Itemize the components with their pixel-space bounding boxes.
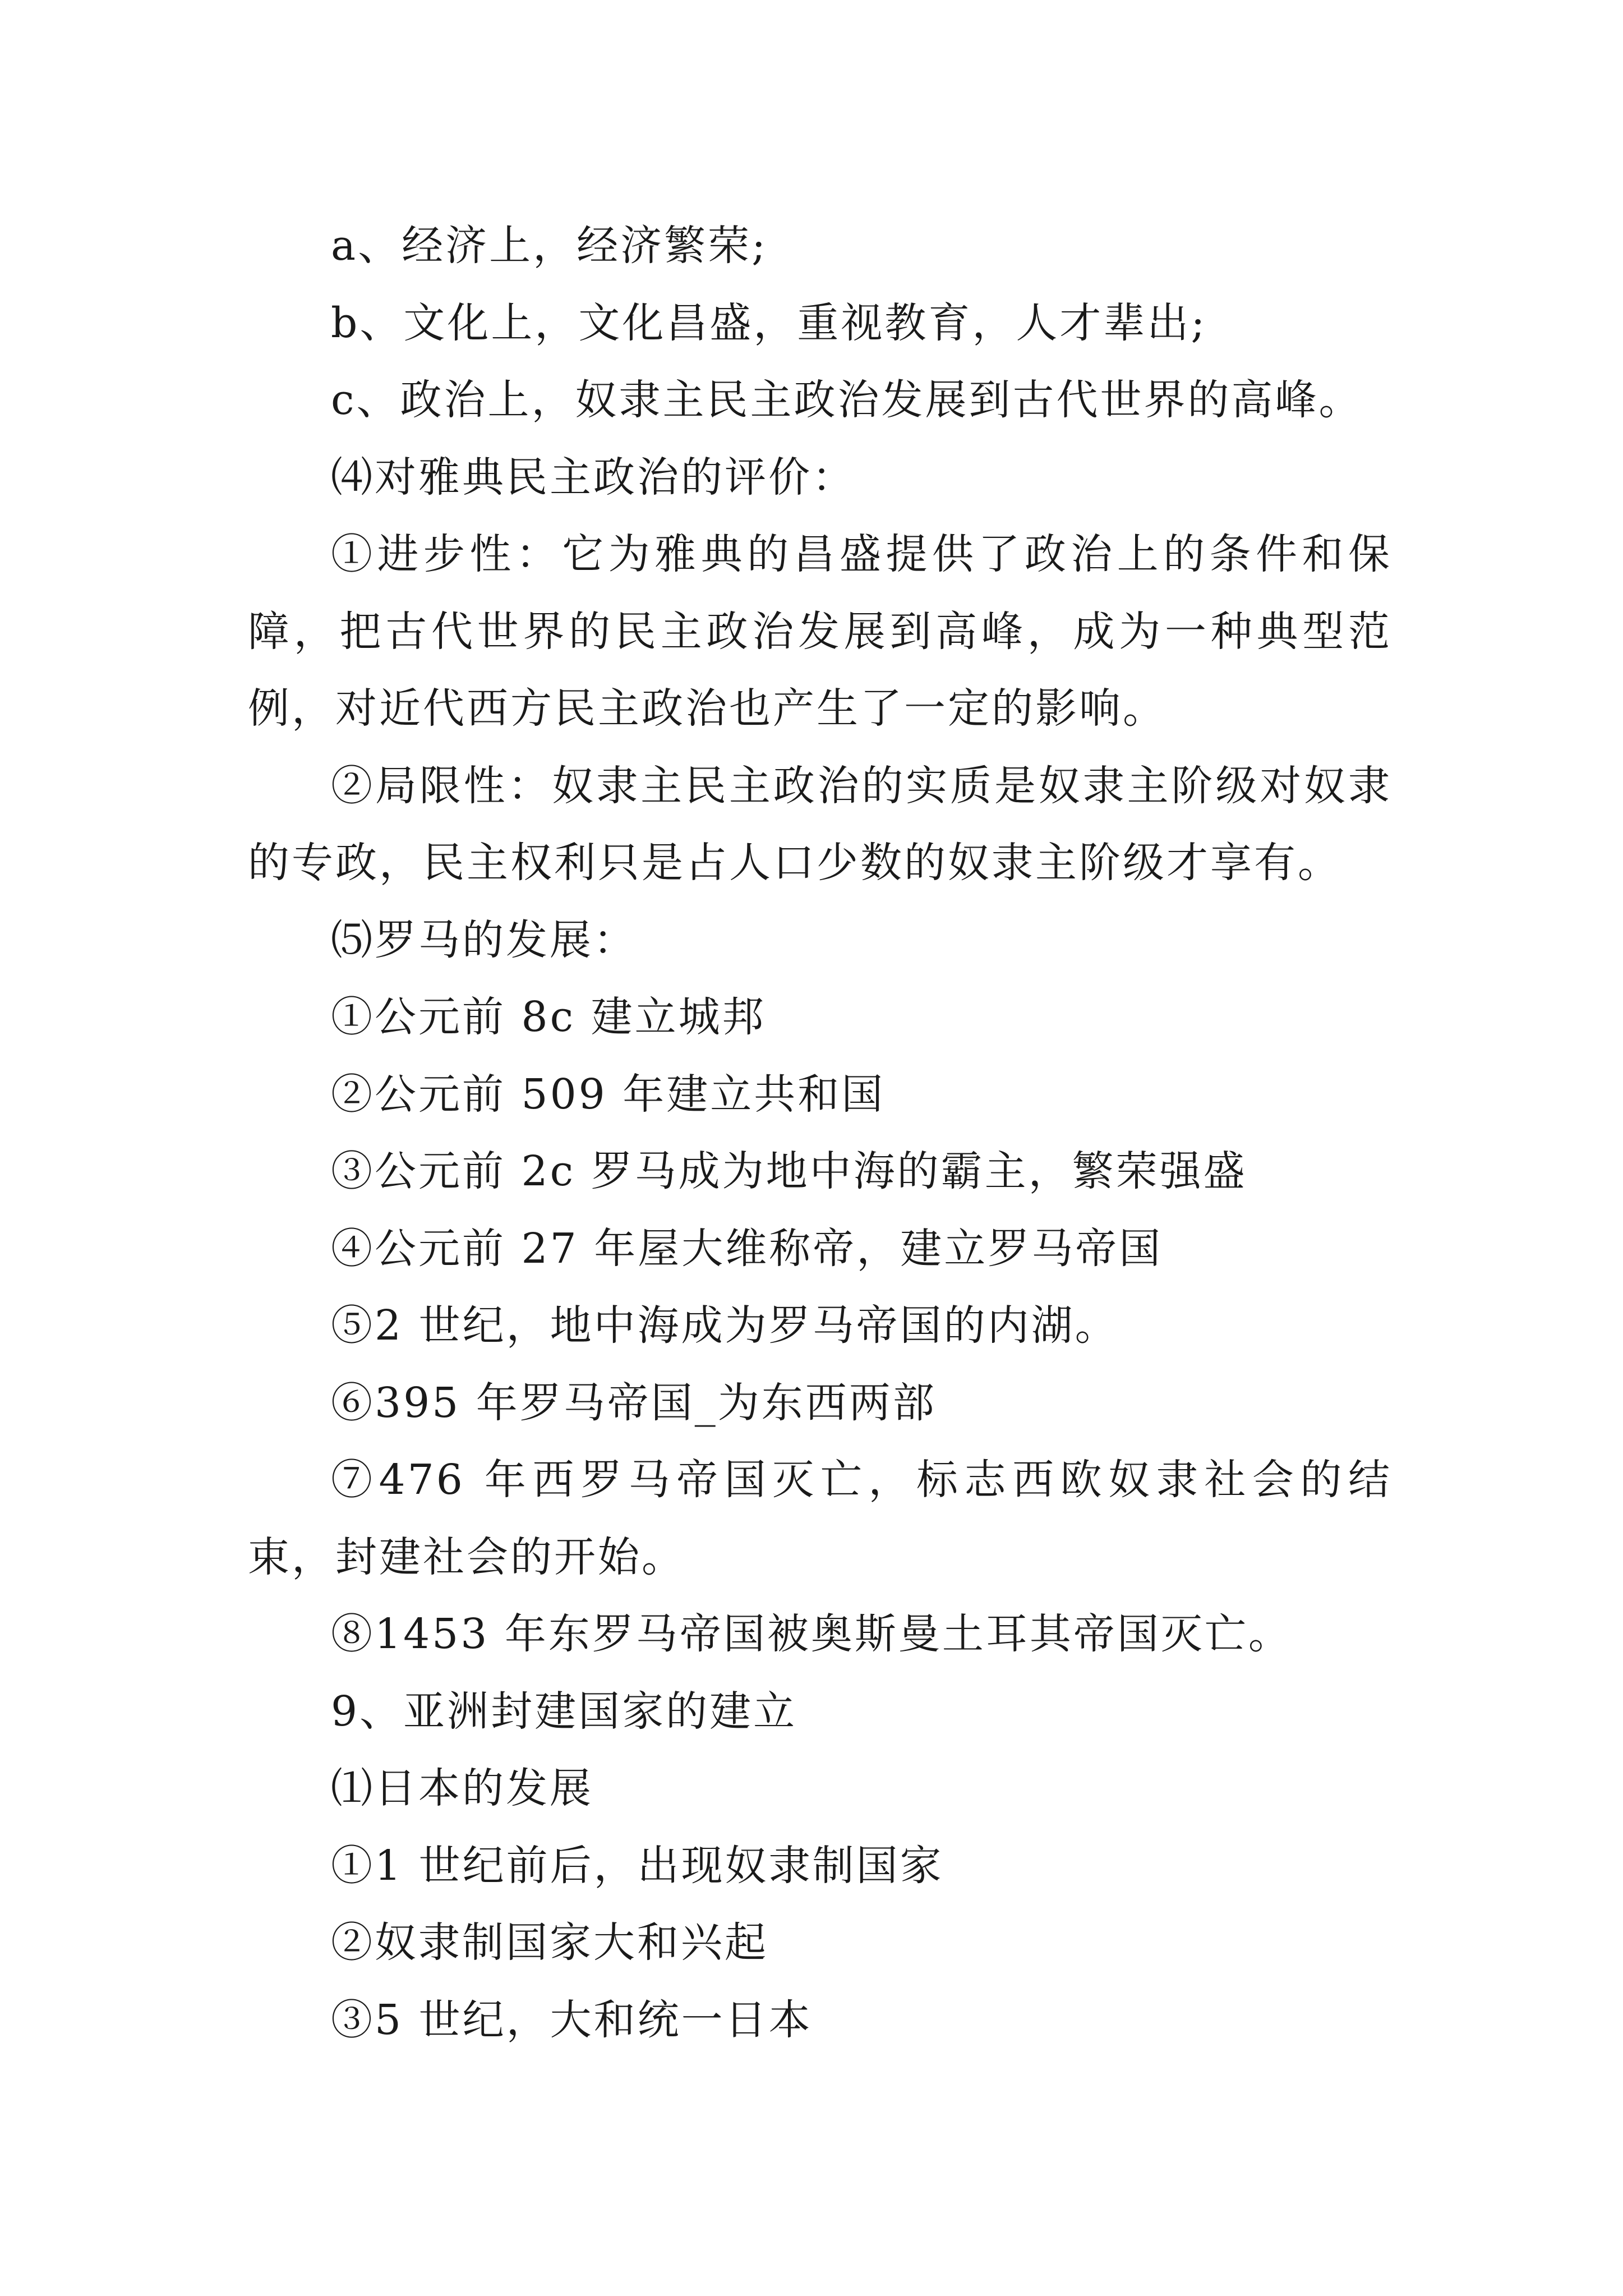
paragraph-limitations: ②局限性：奴隶主民主政治的实质是奴隶主阶级对奴隶的专政，民主权利只是占人口少数的奴隶主阶级才享有。 [248,761,1392,887]
list-item-japan-3: ③5 世纪，大和统一日本 [331,1995,813,2044]
list-item-rome-7: ⑦476 年西罗马帝国灭亡，标志西欧奴隶社会的结束，封建社会的开始。 [248,1456,1392,1581]
heading-asia-feudal-states: 9、亚洲封建国家的建立 [331,1687,797,1736]
paragraph-culture: b、文化上，文化昌盛，重视教育，人才辈出; [331,298,1207,347]
list-item-rome-5: ⑤2 世纪，地中海成为罗马帝国的内湖。 [331,1301,1119,1350]
list-item-japan-1: ①1 世纪前后，出现奴隶制国家 [331,1841,944,1890]
list-item-rome-3: ③公元前 2c 罗马成为地中海的霸主，繁荣强盛 [331,1147,1247,1195]
list-item-rome-1: ①公元前 8c 建立城邦 [331,993,766,1041]
paragraph-economy: a、经济上，经济繁荣; [331,222,768,270]
list-item-rome-2: ②公元前 509 年建立共和国 [331,1070,886,1119]
list-item-japan-2: ②奴隶制国家大和兴起 [331,1918,768,1967]
paragraph-politics: c、政治上，奴隶主民主政治发展到古代世界的高峰。 [331,376,1363,424]
list-item-rome-4: ④公元前 27 年屋大维称帝，建立罗马帝国 [331,1224,1163,1273]
heading-japan-development: ⑴日本的发展 [331,1764,593,1812]
list-item-rome-8: ⑧1453 年东罗马帝国被奥斯曼土耳其帝国灭亡。 [331,1610,1292,1658]
heading-rome-development: ⑸罗马的发展： [331,915,637,964]
document-body [248,208,1392,2059]
list-item-rome-6: ⑥395 年罗马帝国_为东西两部 [331,1378,937,1427]
heading-athens-evaluation: ⑷对雅典民主政治的评价： [331,453,856,501]
paragraph-progressiveness: ①进步性：它为雅典的昌盛提供了政治上的条件和保障，把古代世界的民主政治发展到高峰，成为一种典型范例，对近代西方民主政治也产生了一定的影响。 [248,530,1392,733]
